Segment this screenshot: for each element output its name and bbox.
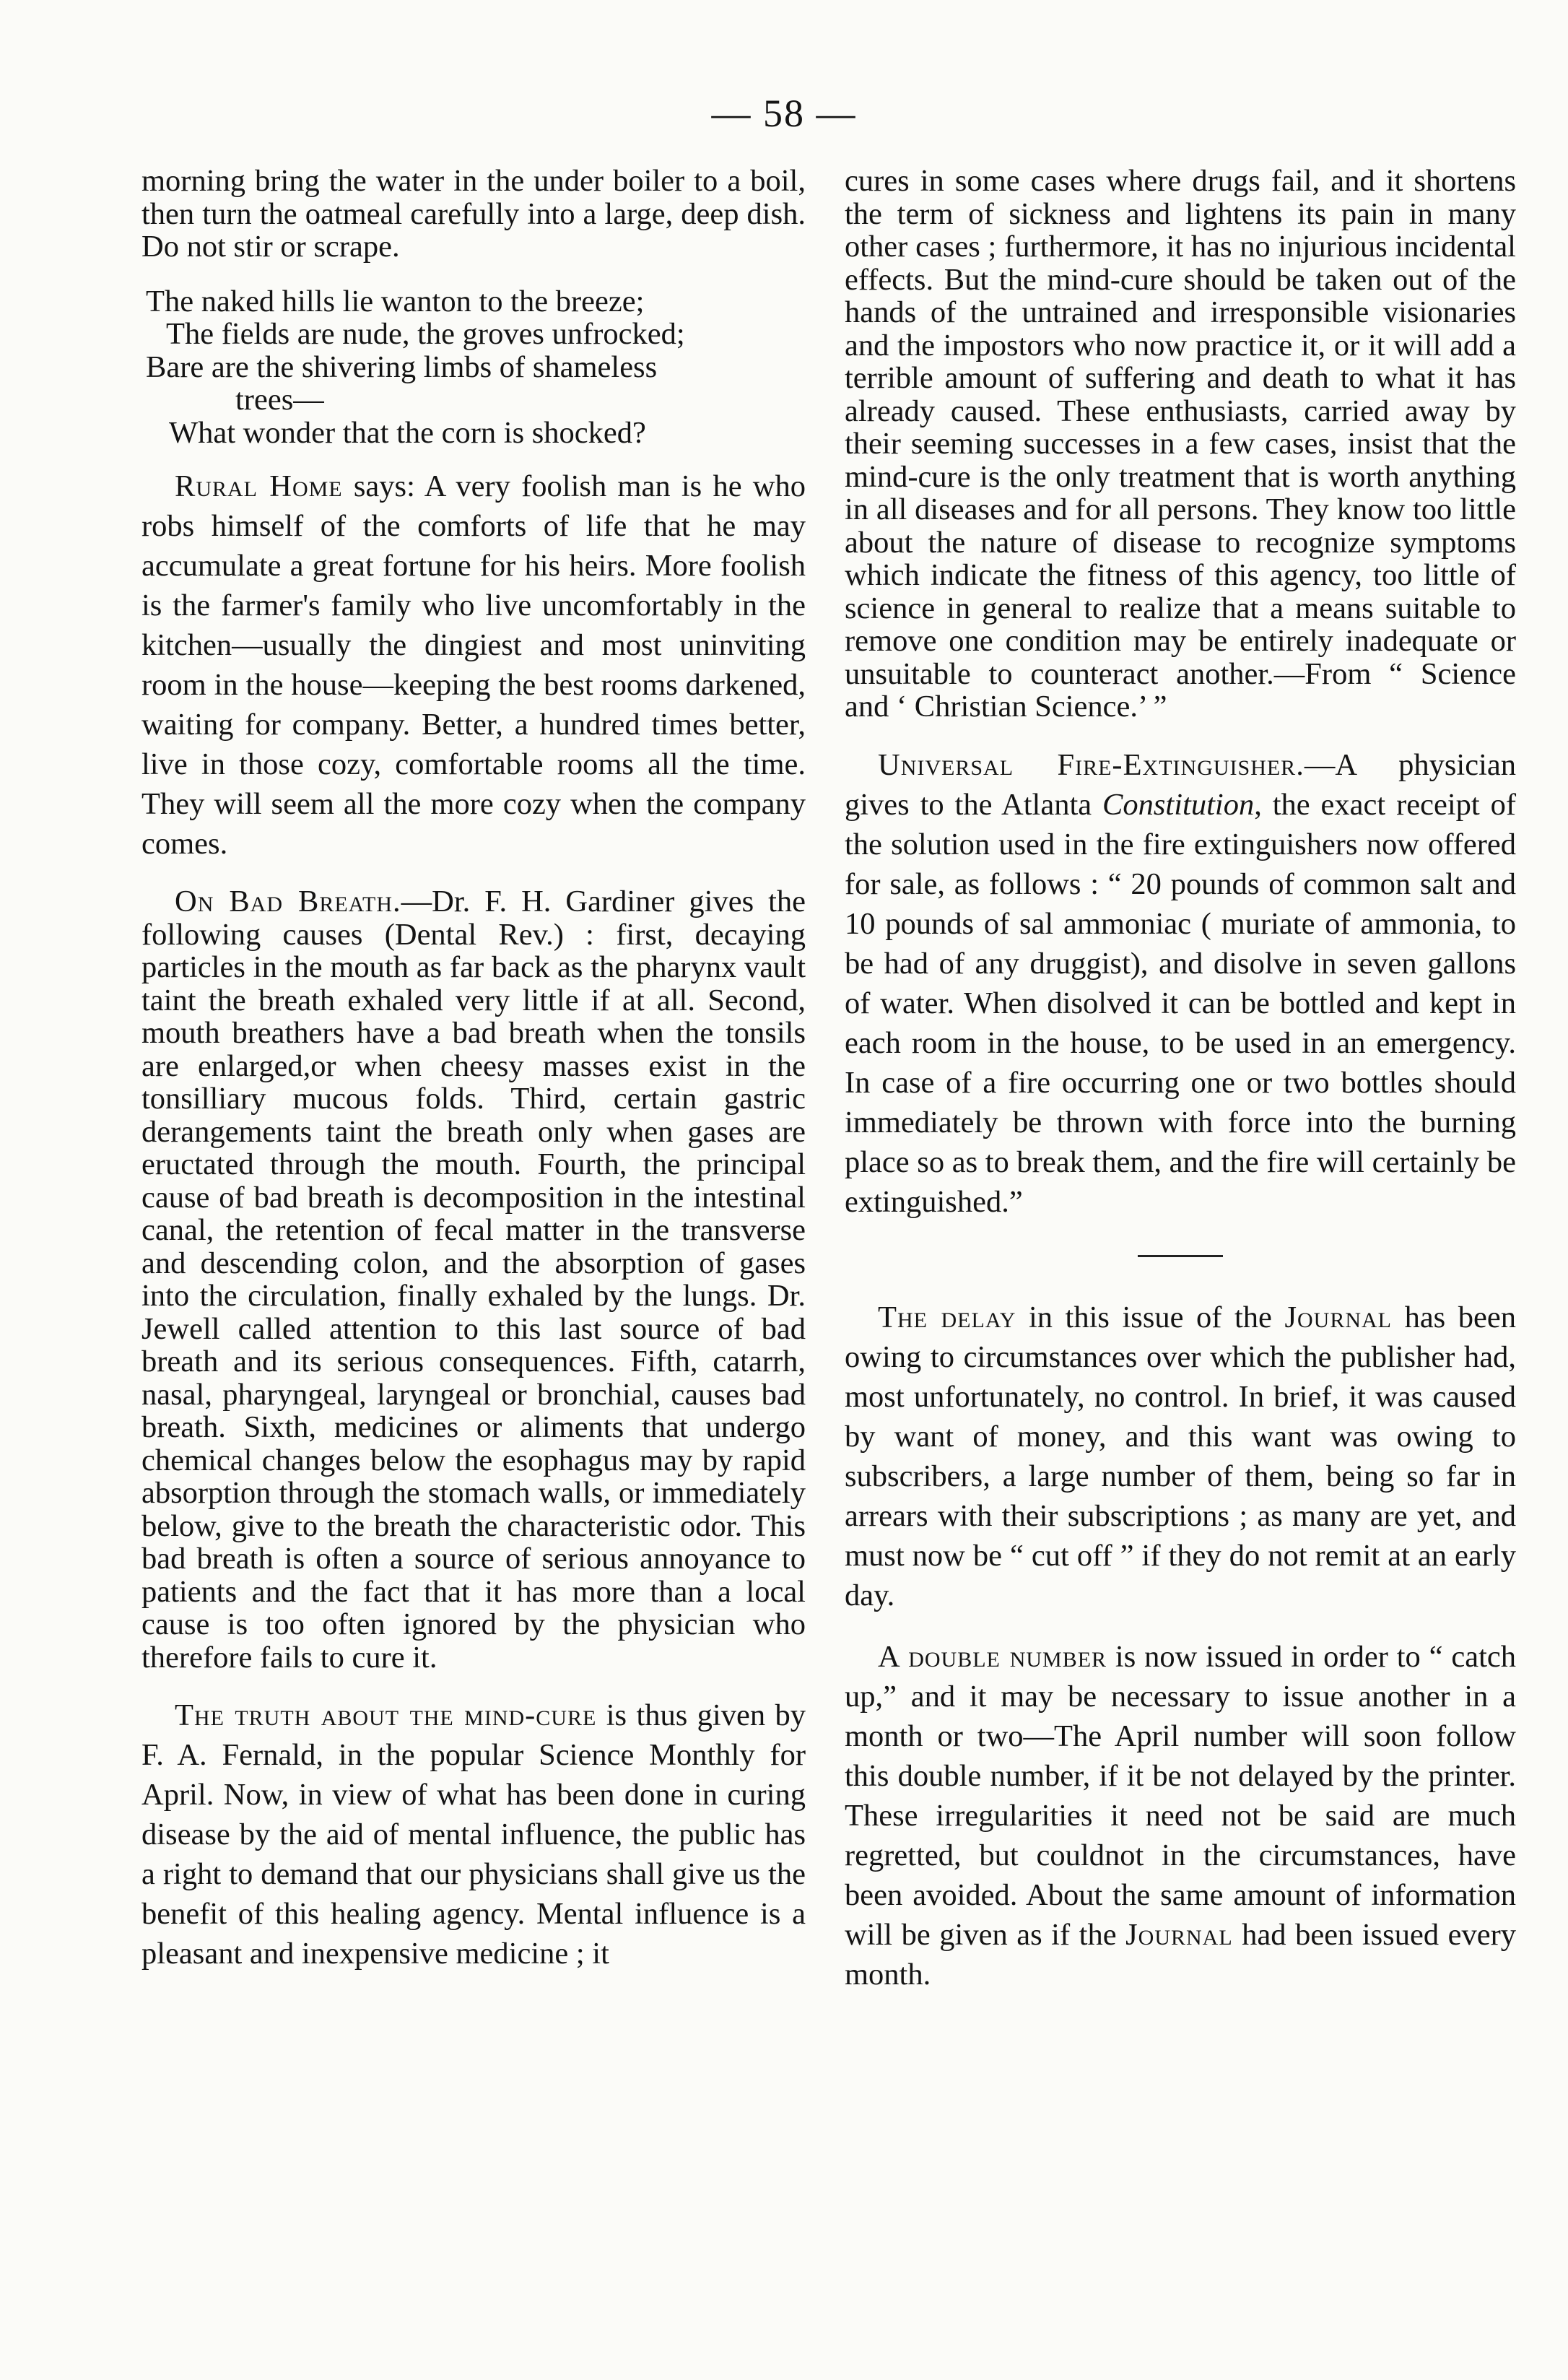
poem [141, 285, 806, 450]
oatmeal-paragraph: morning bring the water in the under boiler to a boil, then turn the oatmeal carefully into a large, deep dish. Do not stir or scrape. [141, 164, 806, 264]
delay-text-b: has been owing to circumstances over which the publisher had, most unfortunately, no control. In brief, it was caused by want of money, and this want was owing to subscribers, a large number of them, being so far in arrears with their subscriptions ; as many are yet, and must now be “ cut off ” if they do not remit at an early day. [845, 1300, 1516, 1612]
rural-home-paragraph [141, 466, 806, 864]
constitution-italic: Constitution [1102, 787, 1255, 822]
page-number: — 58 — [711, 92, 857, 135]
section-divider [1138, 1255, 1223, 1257]
bad-breath-heading: On Bad Breath. [175, 885, 401, 918]
fire-extinguisher-text-a: —A physician gives to the Atlanta [845, 747, 1517, 822]
fire-extinguisher-heading: Universal Fire-Extinguisher. [878, 747, 1305, 782]
right-column [845, 165, 1516, 2016]
journal-name: Journal [1125, 1917, 1233, 1952]
left-column [141, 165, 806, 1995]
bad-breath-text: —Dr. F. H. Gardiner gives the following causes (Dental Rev.) : first, decaying particles in the mouth as far back as the pharynx vault taint the breath exhaled very little if at all. Second, mouth breathers have a bad breath when the tonsils are enlarged,or when cheesy masses exist in the tonsilliary mucous folds. Third, certain gastric derangements taint the breath only when gases are eructated through the mouth. Fourth, the principal cause of bad breath is decomposition in the intestinal canal, the retention of fecal matter in the transverse and descending colon, and the absorption of gases into the circulation, finally exhaled by the lungs. Dr. Jewell called attention to this last source of bad breath and its serious consequences. Fifth, catarrh, nasal, pharyngeal, laryngeal or bronchial, causes bad breath. Sixth, medicines or aliments that undergo chemical changes below the esophagus may by rapid absorption through the stomach walls, or immediately below, give to the breath the characteristic odor. This bad breath is often a source of serious annoyance to patients and the fact that it has more than a local cause is too often ignored by the physician who therefore fails to cure it. [141, 885, 806, 1675]
poem-line: trees— [235, 383, 324, 417]
rural-home-text: says: A very foolish man is he who robs himself of the comforts of life that he may accumulate a great fortune for his heirs. More foolish is the farmer's family who live uncomfortably in the kitchen—usually the dingiest and most uninviting room in the house—keeping the best rooms darkened, waiting for company. Better, a hundred times better, live in those cozy, comfortable rooms all the time. They will seem all the more cozy when the company comes. [141, 469, 806, 861]
mind-cure-text: is thus given by F. A. Fernald, in the popular Science Monthly for April. Now, in view of what has been done in curing disease by the aid of mental influence, the public has a right to demand that our physicians shall give us the benefit of this healing agency. Mental influence is a pleasant and inexpensive medicine ; it [141, 1698, 806, 1971]
fire-extinguisher-paragraph [845, 745, 1516, 1222]
poem-line: The fields are nude, the groves unfrocked; [166, 317, 685, 351]
double-number-text-a: is now issued in order to “ catch up,” and it may be necessary to issue another in a month or two—The April number will soon follow this double number, if it be not delayed by the printer. These irregularities it need not be said are much regretted, but couldnot in the circumstances, have been avoided. About the same amount of information will be given as if the [845, 1639, 1516, 1952]
poem-line: The naked hills lie wanton to the breeze; [146, 284, 645, 318]
rural-home-heading: Rural Home [175, 469, 343, 503]
fire-extinguisher-text-b: , the exact receipt of the solution used in the fire extinguishers now offered for sale, as follows : “ 20 pounds of common salt and 10 pounds of sal ammoniac ( muriate of ammonia, to be had of any druggist), and disolve in seven gallons of water. When disolved it can be bottled and kept in each room in the house, to be used in an emergency. In case of a fire occurring one or two bottles should immediately be thrown with force into the burning place so as to break them, and the fire will certainly be extinguished.” [845, 787, 1516, 1219]
delay-heading: The delay [878, 1300, 1016, 1334]
delay-paragraph [845, 1298, 1516, 1615]
double-number-heading: A double number [878, 1639, 1107, 1674]
mind-cure-paragraph [141, 1695, 806, 1973]
double-number-paragraph [845, 1637, 1516, 1994]
double-number-text-b: had been issued every month. [845, 1917, 1516, 1992]
poem-line: What wonder that the corn is shocked? [169, 415, 646, 450]
mind-cure-continued-paragraph: cures in some cases where drugs fail, and it shortens the term of sickness and lightens its pain in many other cases ; furthermore, it has no injurious incidental effects. But the mind-cure should be taken out of the hands of the untrained and irresponsible visionaries and the impostors who now practice it, or it will add a terrible amount of suffering and death to what it has already caused. These enthusiasts, carried away by their seeming successes in a few cases, insist that the mind-cure is the only treatment that is worth anything in all diseases and for all persons. They know too little about the nature of disease to recognize symptoms which indicate the fitness of this agency, too little of science in general to realize that a means suitable to remove one condition may be entirely inadequate or unsuitable to counteract another.—From “ Science and ‘ Christian Science.’ ” [845, 164, 1516, 724]
mind-cure-heading: The truth about the mind-cure [175, 1698, 597, 1732]
delay-text-a: in this issue of the [1016, 1300, 1285, 1334]
bad-breath-paragraph [141, 885, 806, 1674]
poem-line: Bare are the shivering limbs of shameless [146, 349, 658, 384]
journal-name: Journal [1284, 1300, 1393, 1334]
